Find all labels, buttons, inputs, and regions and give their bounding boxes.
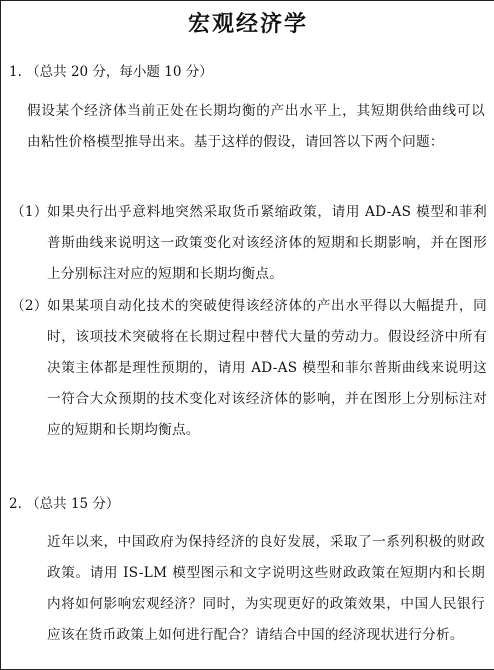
question-2-header: 2. （总共 15 分） (9, 496, 120, 512)
question-1-header: 1. （总共 20 分，每小题 10 分） (9, 64, 213, 80)
sub-2-text: 如果某项自动化技术的突破使得该经济体的产出水平得以大幅提升，同时，该项技术突破将在长期过程中替代大量的劳动力。假设经济中所有决策主体都是理性预期的，请用 AD-AS 模型和菲尔普斯曲线来说明这一符合大众预期的技术变化对该经济体的影响，并在图形上分别标注对应的短期和长期均衡点。 (47, 298, 487, 438)
sub-1-text: 如果央行出乎意料地突然采取货币紧缩政策，请用 AD-AS 模型和菲利普斯曲线来说明这一政策变化对该经济体的短期和长期影响，并在图形上分别标注对应的短期和长期均衡点。 (47, 204, 487, 282)
sub-2-number: （2） (11, 298, 48, 314)
question-1-sub-2 (11, 291, 487, 438)
question-1-sub-1 (11, 197, 487, 293)
question-1-intro: 假设某个经济体当前正处在长期均衡的产出水平上，其短期供给曲线可以由粘性价格模型推导出来。基于这样的假设，请回答以下两个问题： (27, 103, 485, 150)
page-title: 宏观经济学 (187, 11, 308, 37)
sub-1-number: （1） (11, 204, 48, 220)
question-2-body: 近年以来，中国政府为保持经济的良好发展，采取了一系列积极的财政政策。请用 IS-LM 模型图示和文字说明这些财政政策在短期内和长期内将如何影响宏观经济？同时，为实现更好的政策效果，中国人民银行应该在货币政策上如何进行配合？请结合中国的经济现状进行分析。 (47, 534, 485, 643)
